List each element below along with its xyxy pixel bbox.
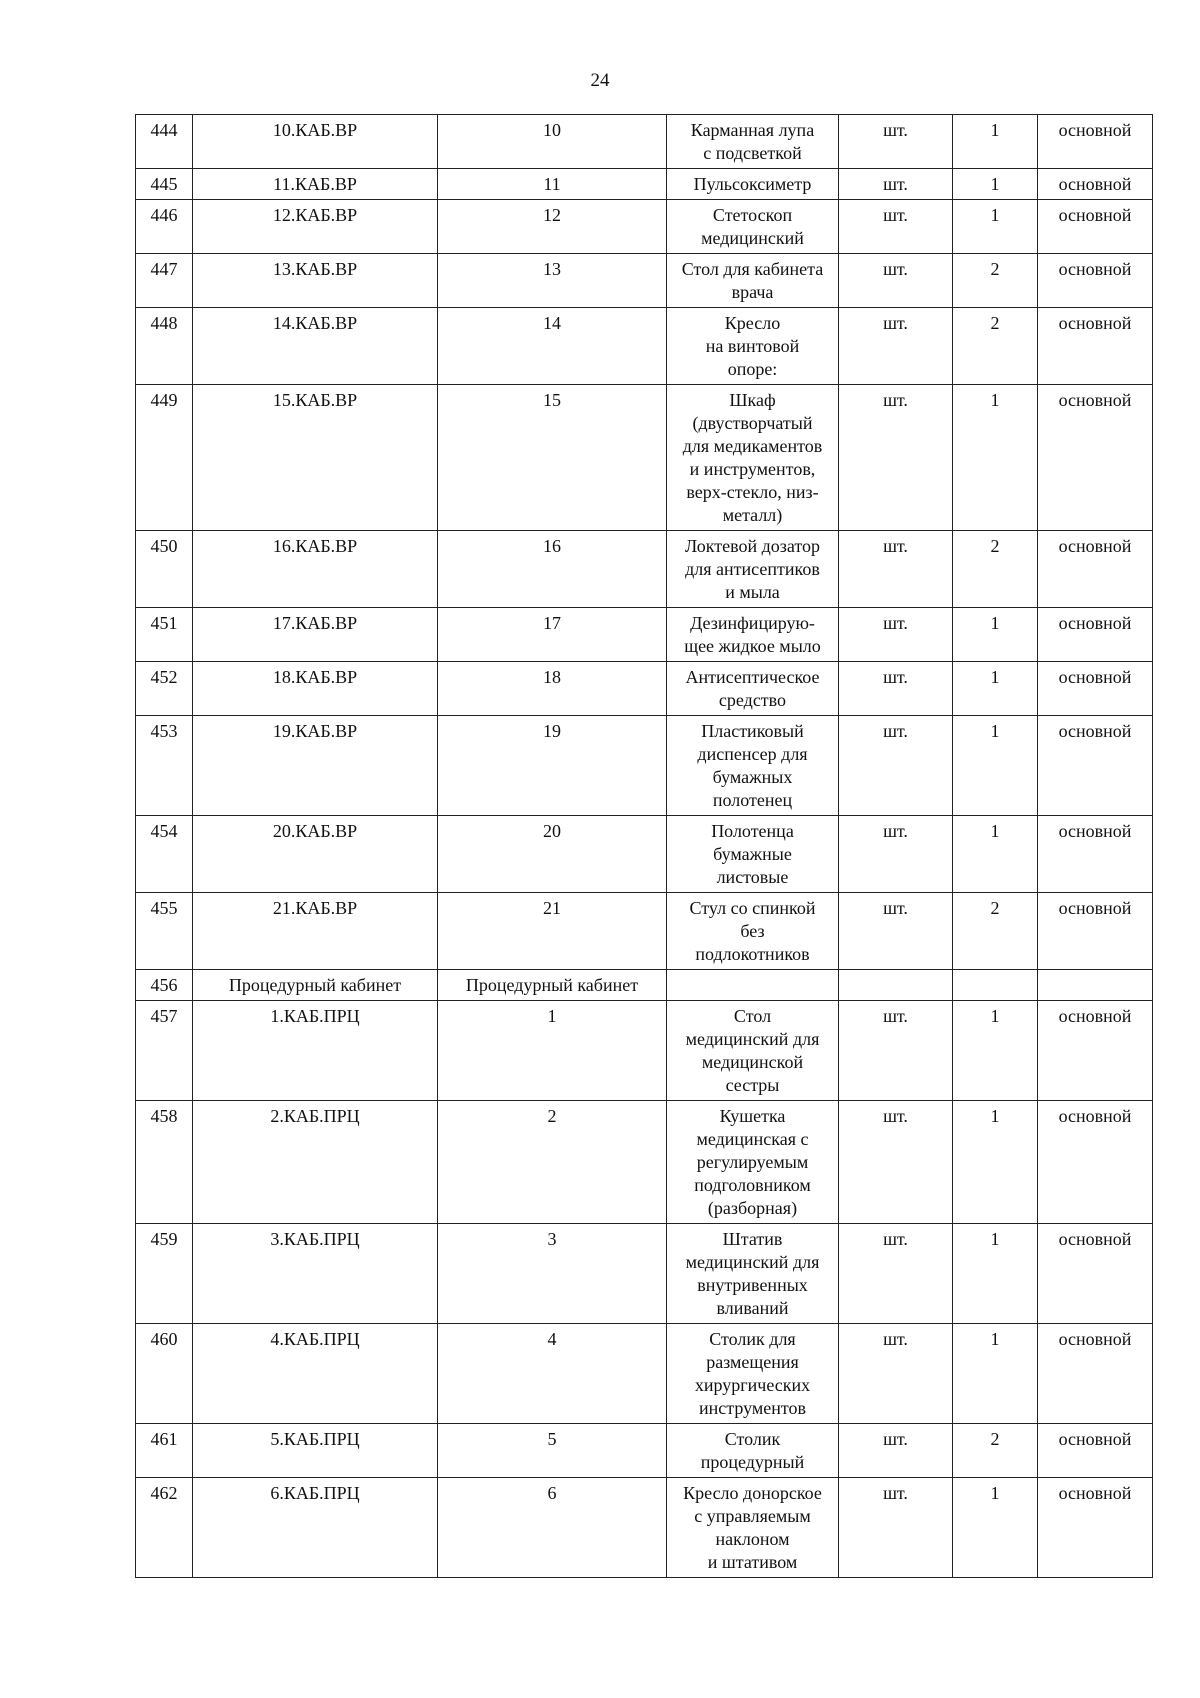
cell-code: 13.КАБ.ВР — [193, 254, 438, 308]
cell-code: 5.КАБ.ПРЦ — [193, 1424, 438, 1478]
cell-index: 4 — [438, 1324, 667, 1424]
cell-code: 12.КАБ.ВР — [193, 200, 438, 254]
cell-row-number: 448 — [136, 308, 193, 385]
cell-row-number: 458 — [136, 1101, 193, 1224]
cell-quantity: 1 — [953, 716, 1038, 816]
cell-item-name: Пластиковый диспенсер для бумажных полотенец — [667, 716, 839, 816]
cell-quantity: 1 — [953, 200, 1038, 254]
cell-quantity: 1 — [953, 115, 1038, 169]
cell-unit: шт. — [839, 1324, 953, 1424]
cell-code: 11.КАБ.ВР — [193, 169, 438, 200]
cell-quantity: 1 — [953, 1001, 1038, 1101]
cell-index: 15 — [438, 385, 667, 531]
cell-item-name: Стул со спинкой без подлокотников — [667, 893, 839, 970]
cell-type: основной — [1038, 308, 1153, 385]
cell-index: 10 — [438, 115, 667, 169]
cell-row-number: 444 — [136, 115, 193, 169]
table-row — [136, 531, 1153, 608]
cell-type: основной — [1038, 254, 1153, 308]
cell-index: Процедурный кабинет — [438, 970, 667, 1001]
cell-item-name: Столик для размещения хирургических инструментов — [667, 1324, 839, 1424]
cell-index: 21 — [438, 893, 667, 970]
cell-type: основной — [1038, 1478, 1153, 1578]
cell-index: 19 — [438, 716, 667, 816]
cell-item-name: Стол медицинский для медицинской сестры — [667, 1001, 839, 1101]
cell-type: основной — [1038, 169, 1153, 200]
cell-quantity: 1 — [953, 1324, 1038, 1424]
cell-quantity: 2 — [953, 531, 1038, 608]
cell-item-name: Штатив медицинский для внутривенных вливаний — [667, 1224, 839, 1324]
cell-type: основной — [1038, 893, 1153, 970]
cell-code: 1.КАБ.ПРЦ — [193, 1001, 438, 1101]
cell-unit: шт. — [839, 531, 953, 608]
cell-unit: шт. — [839, 200, 953, 254]
cell-index: 18 — [438, 662, 667, 716]
cell-unit: шт. — [839, 608, 953, 662]
cell-row-number: 461 — [136, 1424, 193, 1478]
cell-quantity: 2 — [953, 254, 1038, 308]
cell-type — [1038, 970, 1153, 1001]
cell-row-number: 462 — [136, 1478, 193, 1578]
cell-code: 4.КАБ.ПРЦ — [193, 1324, 438, 1424]
cell-unit: шт. — [839, 1224, 953, 1324]
cell-row-number: 452 — [136, 662, 193, 716]
table-row — [136, 816, 1153, 893]
cell-row-number: 460 — [136, 1324, 193, 1424]
cell-index: 11 — [438, 169, 667, 200]
table-row — [136, 893, 1153, 970]
table-row — [136, 1478, 1153, 1578]
cell-index: 3 — [438, 1224, 667, 1324]
page-number: 24 — [590, 70, 610, 91]
cell-unit: шт. — [839, 662, 953, 716]
cell-type: основной — [1038, 1224, 1153, 1324]
cell-quantity: 1 — [953, 169, 1038, 200]
cell-row-number: 459 — [136, 1224, 193, 1324]
cell-code: 21.КАБ.ВР — [193, 893, 438, 970]
cell-unit: шт. — [839, 385, 953, 531]
cell-quantity: 1 — [953, 1101, 1038, 1224]
cell-index: 17 — [438, 608, 667, 662]
cell-code: 3.КАБ.ПРЦ — [193, 1224, 438, 1324]
cell-type: основной — [1038, 816, 1153, 893]
table-row — [136, 169, 1153, 200]
cell-code: 2.КАБ.ПРЦ — [193, 1101, 438, 1224]
table-row — [136, 1424, 1153, 1478]
cell-quantity: 2 — [953, 308, 1038, 385]
cell-type: основной — [1038, 1101, 1153, 1224]
table-row — [136, 608, 1153, 662]
table-row — [136, 970, 1153, 1001]
cell-code: 17.КАБ.ВР — [193, 608, 438, 662]
cell-index: 14 — [438, 308, 667, 385]
cell-index: 13 — [438, 254, 667, 308]
cell-code: 20.КАБ.ВР — [193, 816, 438, 893]
cell-row-number: 454 — [136, 816, 193, 893]
cell-index: 5 — [438, 1424, 667, 1478]
cell-item-name: Локтевой дозатор для антисептиков и мыла — [667, 531, 839, 608]
cell-unit: шт. — [839, 115, 953, 169]
table-row — [136, 1001, 1153, 1101]
cell-quantity: 2 — [953, 893, 1038, 970]
table-row — [136, 385, 1153, 531]
cell-index: 16 — [438, 531, 667, 608]
cell-item-name: Карманная лупа с подсветкой — [667, 115, 839, 169]
cell-row-number: 445 — [136, 169, 193, 200]
cell-unit: шт. — [839, 1478, 953, 1578]
cell-item-name: Кресло донорское с управляемым наклоном и штативом — [667, 1478, 839, 1578]
cell-row-number: 450 — [136, 531, 193, 608]
cell-type: основной — [1038, 200, 1153, 254]
cell-quantity: 1 — [953, 816, 1038, 893]
cell-item-name: Столик процедурный — [667, 1424, 839, 1478]
table-body — [136, 115, 1153, 1578]
cell-row-number: 446 — [136, 200, 193, 254]
cell-code: Процедурный кабинет — [193, 970, 438, 1001]
cell-row-number: 449 — [136, 385, 193, 531]
cell-quantity: 1 — [953, 1224, 1038, 1324]
cell-unit — [839, 970, 953, 1001]
cell-quantity: 1 — [953, 662, 1038, 716]
cell-type: основной — [1038, 1324, 1153, 1424]
cell-code: 19.КАБ.ВР — [193, 716, 438, 816]
cell-item-name: Дезинфицирую- щее жидкое мыло — [667, 608, 839, 662]
cell-unit: шт. — [839, 308, 953, 385]
cell-index: 6 — [438, 1478, 667, 1578]
cell-unit: шт. — [839, 1001, 953, 1101]
cell-code: 6.КАБ.ПРЦ — [193, 1478, 438, 1578]
cell-quantity: 1 — [953, 385, 1038, 531]
cell-type: основной — [1038, 531, 1153, 608]
cell-item-name: Антисептическое средство — [667, 662, 839, 716]
cell-unit: шт. — [839, 1101, 953, 1224]
cell-item-name: Стол для кабинета врача — [667, 254, 839, 308]
table-row — [136, 1324, 1153, 1424]
cell-unit: шт. — [839, 1424, 953, 1478]
cell-index: 2 — [438, 1101, 667, 1224]
cell-item-name: Шкаф (двустворчатый для медикаментов и инструментов, верх-стекло, низ- металл) — [667, 385, 839, 531]
cell-unit: шт. — [839, 169, 953, 200]
cell-code: 18.КАБ.ВР — [193, 662, 438, 716]
table-row — [136, 1224, 1153, 1324]
table-row — [136, 716, 1153, 816]
cell-code: 15.КАБ.ВР — [193, 385, 438, 531]
table-row — [136, 308, 1153, 385]
cell-row-number: 457 — [136, 1001, 193, 1101]
table-row — [136, 200, 1153, 254]
table-row — [136, 115, 1153, 169]
cell-type: основной — [1038, 115, 1153, 169]
cell-quantity: 1 — [953, 608, 1038, 662]
cell-type: основной — [1038, 608, 1153, 662]
cell-type: основной — [1038, 662, 1153, 716]
cell-code: 10.КАБ.ВР — [193, 115, 438, 169]
equipment-table — [135, 114, 1153, 1578]
cell-item-name: Пульсоксиметр — [667, 169, 839, 200]
cell-unit: шт. — [839, 254, 953, 308]
cell-item-name — [667, 970, 839, 1001]
cell-quantity: 2 — [953, 1424, 1038, 1478]
cell-type: основной — [1038, 1001, 1153, 1101]
cell-unit: шт. — [839, 816, 953, 893]
cell-type: основной — [1038, 716, 1153, 816]
cell-type: основной — [1038, 1424, 1153, 1478]
cell-code: 14.КАБ.ВР — [193, 308, 438, 385]
cell-index: 12 — [438, 200, 667, 254]
cell-row-number: 451 — [136, 608, 193, 662]
cell-row-number: 447 — [136, 254, 193, 308]
cell-row-number: 455 — [136, 893, 193, 970]
cell-row-number: 453 — [136, 716, 193, 816]
cell-index: 20 — [438, 816, 667, 893]
cell-code: 16.КАБ.ВР — [193, 531, 438, 608]
cell-item-name: Стетоскоп медицинский — [667, 200, 839, 254]
cell-unit: шт. — [839, 716, 953, 816]
cell-type: основной — [1038, 385, 1153, 531]
cell-row-number: 456 — [136, 970, 193, 1001]
cell-item-name: Полотенца бумажные листовые — [667, 816, 839, 893]
cell-quantity — [953, 970, 1038, 1001]
cell-item-name: Кушетка медицинская с регулируемым подголовником (разборная) — [667, 1101, 839, 1224]
cell-index: 1 — [438, 1001, 667, 1101]
table-row — [136, 254, 1153, 308]
table-row — [136, 662, 1153, 716]
cell-quantity: 1 — [953, 1478, 1038, 1578]
cell-item-name: Кресло на винтовой опоре: — [667, 308, 839, 385]
table-row — [136, 1101, 1153, 1224]
cell-unit: шт. — [839, 893, 953, 970]
